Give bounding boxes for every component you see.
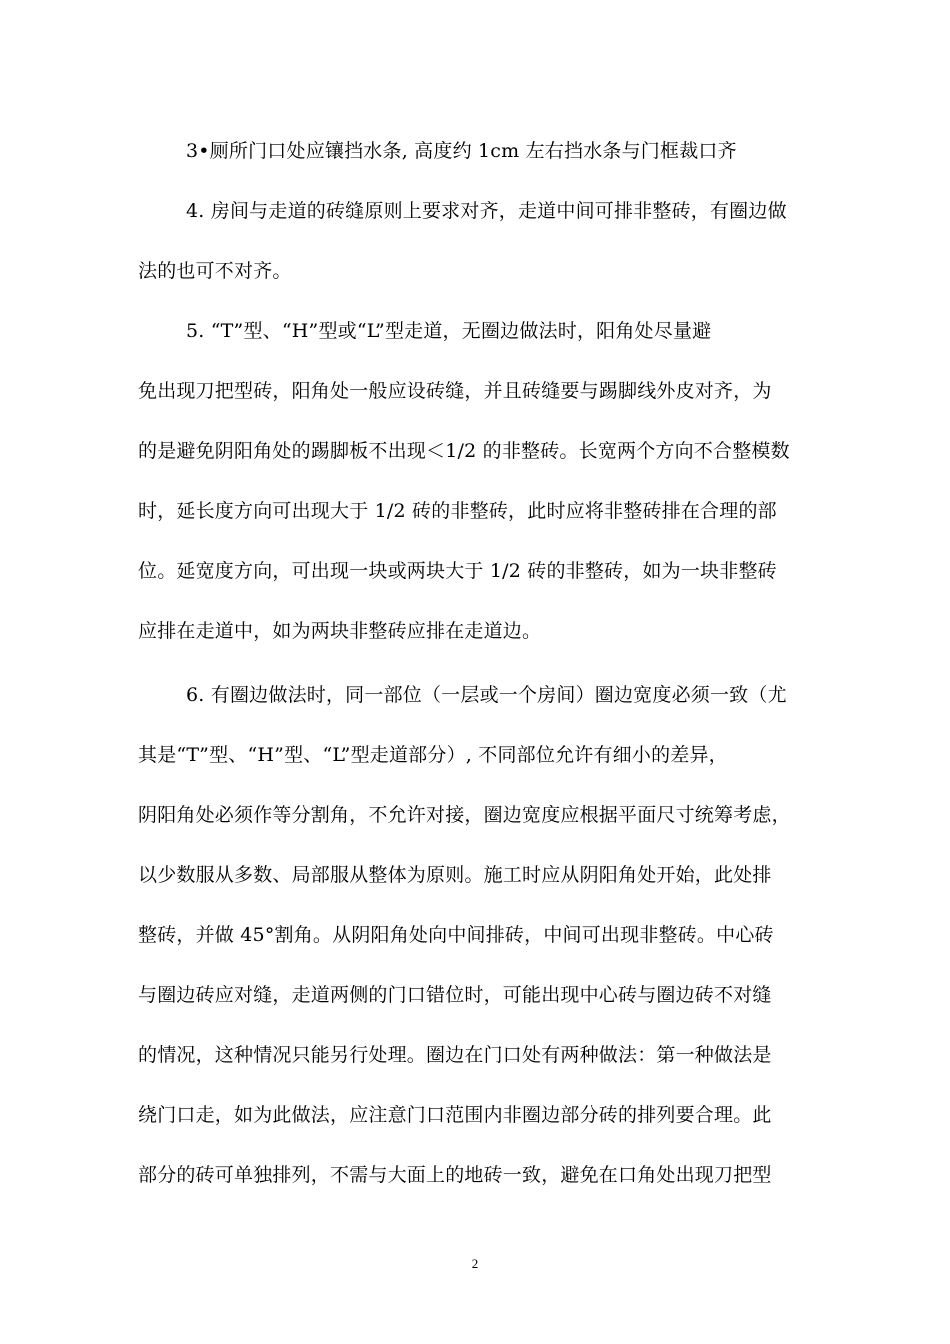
paragraph-6-line-9: 部分的砖可单独排列，不需与大面上的地砖一致，避免在口角处出现刀把型 (138, 1164, 772, 1186)
paragraph-5-line-3: 的是避免阴阳角处的踢脚板不出现＜1/2 的非整砖。长宽两个方向不合整模数 (138, 440, 790, 462)
paragraph-4-line-1: 4. 房间与走道的砖缝原则上要求对齐，走道中间可排非整砖，有圈边做 (186, 200, 787, 222)
paragraph-6-line-2: 其是“T”型、“H”型、“L”型走道部分）, 不同部位允许有细小的差异， (138, 744, 728, 766)
paragraph-5-line-5: 位。延宽度方向，可出现一块或两块大于 1/2 砖的非整砖，如为一块非整砖 (138, 560, 777, 582)
paragraph-6-line-7: 的情况，这种情况只能另行处理。圈边在门口处有两种做法：第一种做法是 (138, 1044, 772, 1066)
paragraph-5-line-1: 5. “T”型、“H”型或“L”型走道，无圈边做法时，阳角处尽量避 (186, 320, 712, 342)
paragraph-6-line-3: 阴阳角处必须作等分割角，不允许对接，圈边宽度应根据平面尺寸统筹考虑， (138, 804, 791, 826)
paragraph-6-line-6: 与圈边砖应对缝，走道两侧的门口错位时，可能出现中心砖与圈边砖不对缝 (138, 984, 772, 1006)
page-number: 2 (471, 1256, 479, 1271)
paragraph-6-line-8: 绕门口走，如为此做法，应注意门口范围内非圈边部分砖的排列要合理。此 (138, 1104, 772, 1126)
paragraph-5-line-6: 应排在走道中，如为两块非整砖应排在走道边。 (138, 620, 542, 642)
paragraph-6-line-1: 6. 有圈边做法时，同一部位（一层或一个房间）圈边宽度必须一致（尤 (186, 684, 787, 706)
paragraph-6-line-5: 整砖，并做 45°割角。从阴阳角处向中间排砖，中间可出现非整砖。中心砖 (138, 924, 774, 946)
paragraph-5-line-2: 免出现刀把型砖，阳角处一般应设砖缝，并且砖缝要与踢脚线外皮对齐，为 (138, 380, 772, 402)
paragraph-4-line-2: 法的也可不对齐。 (138, 260, 292, 282)
paragraph-3-line-1: 3•厕所门口处应镶挡水条, 高度约 1cm 左右挡水条与门框裁口齐 (186, 140, 737, 162)
paragraph-5-line-4: 时，延长度方向可出现大于 1/2 砖的非整砖，此时应将非整砖排在合理的部 (138, 500, 777, 522)
paragraph-6-line-4: 以少数服从多数、局部服从整体为原则。施工时应从阴阳角处开始，此处排 (138, 864, 772, 886)
